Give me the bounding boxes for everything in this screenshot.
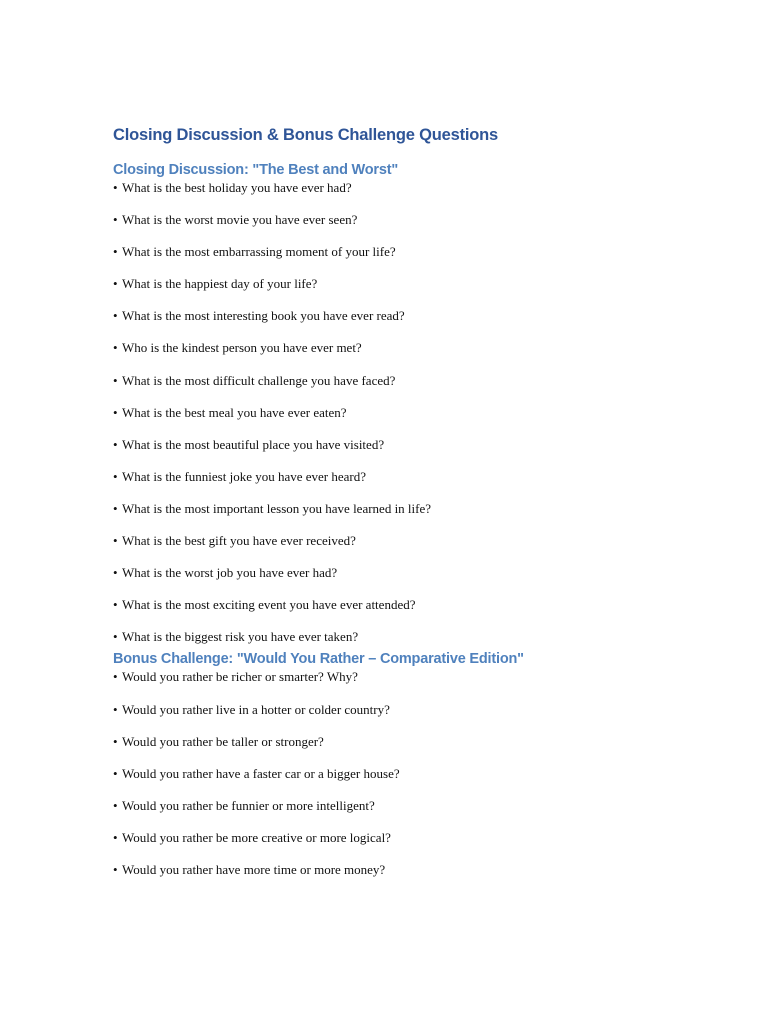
list-item [113,533,733,565]
bullet-icon: • [113,308,118,324]
closing-discussion-question-list [113,180,733,661]
question-text: Would you rather be richer or smarter? Why? [122,669,358,685]
question-text: Would you rather live in a hotter or colder country? [122,701,390,717]
question-text: Who is the kindest person you have ever met? [122,340,362,356]
bullet-icon: • [113,733,118,749]
question-text: What is the most beautiful place you have visited? [122,436,385,452]
bullet-icon: • [113,861,118,877]
list-item [113,469,733,501]
list-item [113,565,733,597]
list-item [113,180,733,212]
bullet-icon: • [113,436,118,452]
list-item [113,308,733,340]
bullet-icon: • [113,597,118,613]
question-text: What is the most exciting event you have ever attended? [122,597,416,613]
bullet-icon: • [113,340,118,356]
bullet-icon: • [113,701,118,717]
question-text: What is the worst movie you have ever seen? [122,212,358,228]
question-text: What is the best holiday you have ever had? [122,180,352,195]
bullet-icon: • [113,669,118,685]
list-item [113,702,733,734]
list-item [113,405,733,437]
bullet-icon: • [113,468,118,484]
list-item [113,340,733,372]
question-text: Would you rather be taller or stronger? [122,733,324,749]
section-heading-bonus-challenge: Bonus Challenge: "Would You Rather – Comparative Edition" [113,651,524,668]
bullet-icon: • [113,765,118,781]
question-text: What is the best gift you have ever received? [122,533,356,549]
question-text: Would you rather be more creative or more logical? [122,829,391,845]
question-text: What is the most difficult challenge you have faced? [122,372,396,388]
list-item [113,766,733,798]
bullet-icon: • [113,276,118,292]
bullet-icon: • [113,797,118,813]
question-text: What is the worst job you have ever had? [122,565,338,581]
bullet-icon: • [113,565,118,581]
question-text: What is the most important lesson you have learned in life? [122,500,432,516]
list-item [113,276,733,308]
list-item [113,244,733,276]
bullet-icon: • [113,212,118,228]
list-item [113,437,733,469]
list-item [113,669,733,701]
list-item [113,734,733,766]
question-text: What is the most interesting book you have ever read? [122,308,405,324]
bullet-icon: • [113,180,118,195]
question-text: What is the most embarrassing moment of your life? [122,244,396,260]
question-text: Would you rather have more time or more money? [122,861,386,877]
list-item [113,830,733,862]
question-text: What is the happiest day of your life? [122,276,318,292]
bullet-icon: • [113,829,118,845]
bullet-icon: • [113,404,118,420]
bullet-icon: • [113,244,118,260]
bonus-challenge-question-list [113,669,733,894]
list-item [113,597,733,629]
bullet-icon: • [113,533,118,549]
document-page [113,124,733,894]
list-item [113,501,733,533]
section-heading-closing-discussion: Closing Discussion: "The Best and Worst" [113,162,399,178]
list-item [113,212,733,244]
list-item [113,798,733,830]
question-text: Would you rather be funnier or more intelligent? [122,797,375,813]
question-text: What is the funniest joke you have ever heard? [122,468,367,484]
question-text: What is the biggest risk you have ever taken? [122,629,359,645]
question-text: Would you rather have a faster car or a bigger house? [122,765,400,781]
bullet-icon: • [113,500,118,516]
bullet-icon: • [113,629,118,645]
question-text: What is the best meal you have ever eaten? [122,404,347,420]
bullet-icon: • [113,372,118,388]
list-item [113,373,733,405]
list-item [113,862,733,894]
document-title: Closing Discussion & Bonus Challenge Questions [113,126,499,144]
